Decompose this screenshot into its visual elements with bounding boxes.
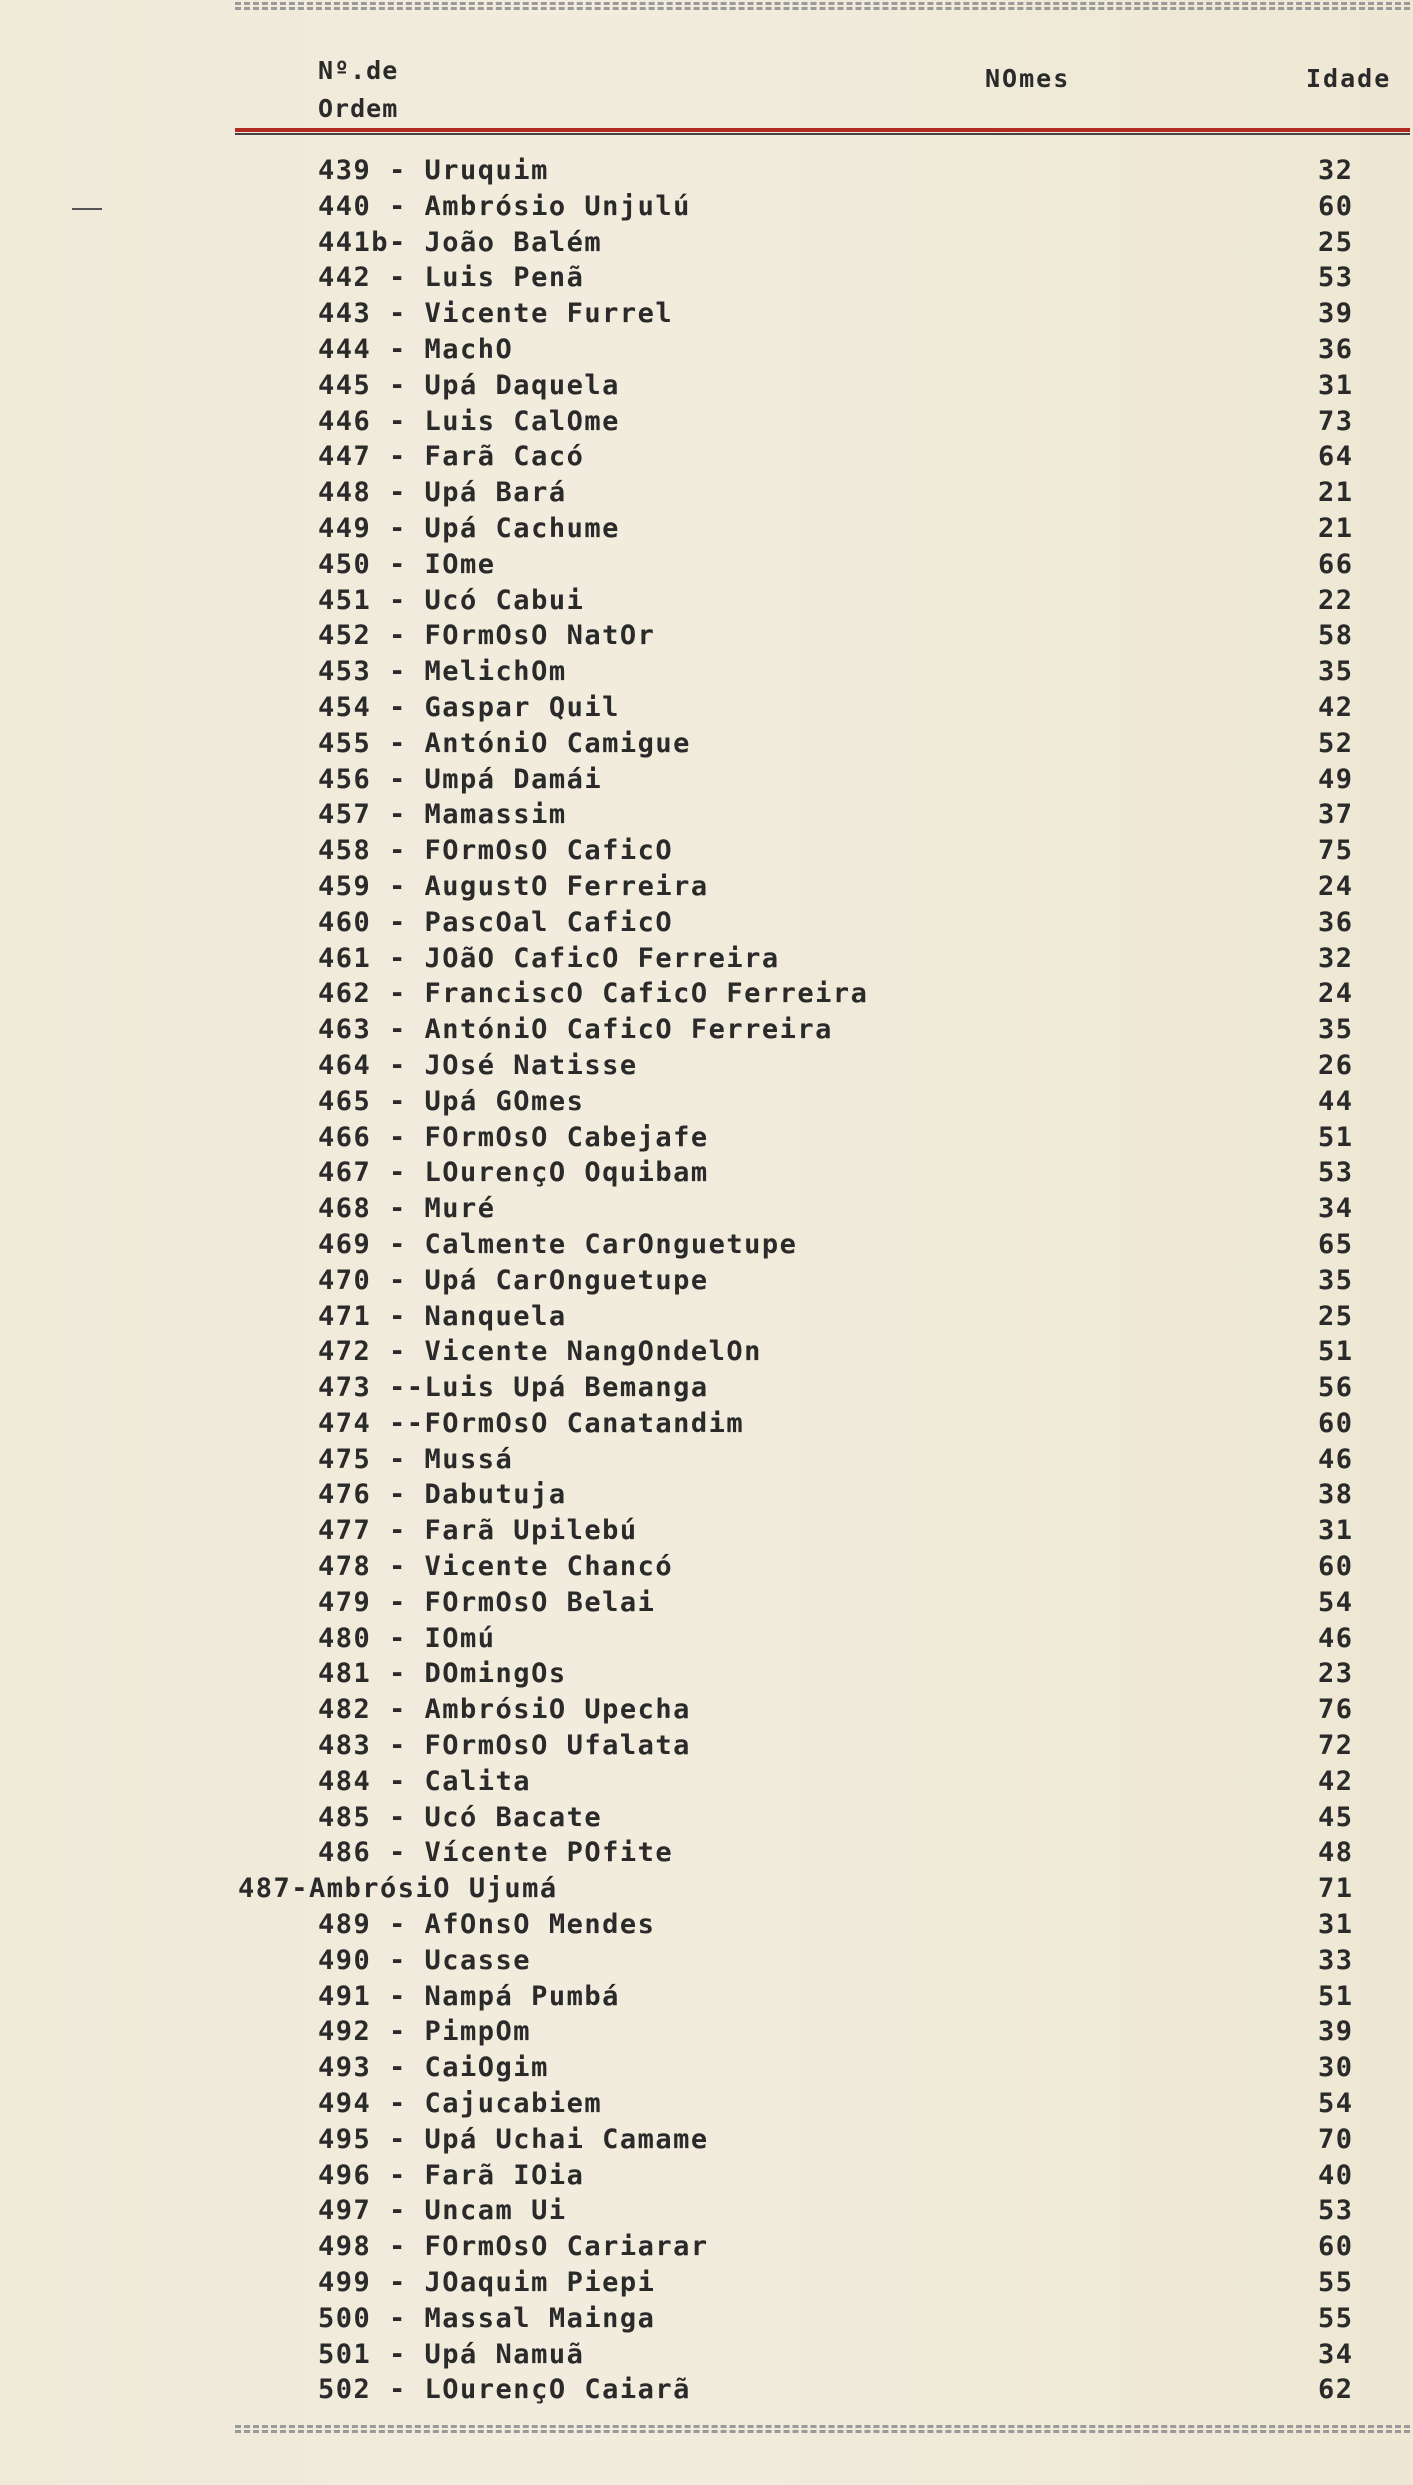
register-list [0,153,1413,2408]
list-item [0,1656,1413,1692]
header-age: Idade [1306,64,1392,93]
entry-age: 34 [1318,1193,1354,1225]
entry-age: 55 [1318,2302,1354,2334]
entry-number-and-name: 501 - Upá Namuã [318,2338,585,2370]
list-item [0,1299,1413,1335]
list-item [0,153,1413,189]
list-item [0,260,1413,296]
entry-age: 62 [1318,2374,1354,2406]
entry-number-and-name: 454 - Gaspar Quil [318,691,620,723]
list-item [0,1406,1413,1442]
list-item [0,404,1413,440]
entry-age: 70 [1318,2123,1354,2155]
entry-number-and-name: 489 - AfOnsO Mendes [318,1909,656,1941]
entry-age: 60 [1318,1407,1354,1439]
entry-number-and-name: 487-AmbrósiO Ujumá [238,1873,558,1905]
list-item [0,296,1413,332]
entry-age: 38 [1318,1479,1354,1511]
entry-number-and-name: 474 --FOrmOsO Canatandim [318,1407,745,1439]
entry-age: 32 [1318,942,1354,974]
entry-number-and-name: 481 - DOmingOs [318,1658,567,1690]
entry-age: 21 [1318,512,1354,544]
entry-age: 66 [1318,548,1354,580]
entry-number-and-name: 440 - Ambrósio Unjulú [318,190,691,222]
list-item [0,475,1413,511]
entry-number-and-name: 467 - LOurençO Oquibam [318,1157,709,1189]
entry-age: 25 [1318,226,1354,258]
entry-number-and-name: 493 - CaiOgim [318,2052,549,2084]
entry-number-and-name: 469 - Calmente CarOnguetupe [318,1228,798,1260]
entry-age: 54 [1318,1586,1354,1618]
list-item [0,1800,1413,1836]
list-item [0,1979,1413,2015]
entry-number-and-name: 490 - Ucasse [318,1944,532,1976]
list-item [0,2050,1413,2086]
entry-age: 35 [1318,1264,1354,1296]
list-item [0,225,1413,261]
header-order-number-label: Nº.de Ordem [318,56,399,123]
list-item [0,976,1413,1012]
list-item [0,1477,1413,1513]
list-item [0,1155,1413,1191]
entry-number-and-name: 476 - Dabutuja [318,1479,567,1511]
entry-age: 42 [1318,1765,1354,1797]
entry-age: 35 [1318,656,1354,688]
entry-number-and-name: 477 - Farã Upilebú [318,1515,638,1547]
entry-age: 55 [1318,2267,1354,2299]
list-item [0,1084,1413,1120]
list-item [0,1871,1413,1907]
list-item [0,869,1413,905]
entry-age: 72 [1318,1730,1354,1762]
list-item [0,1943,1413,1979]
entry-age: 52 [1318,727,1354,759]
entry-age: 60 [1318,2231,1354,2263]
entry-number-and-name: 475 - Mussá [318,1443,514,1475]
list-item [0,1191,1413,1227]
entry-age: 24 [1318,978,1354,1010]
list-item [0,2122,1413,2158]
list-item [0,1728,1413,1764]
list-item [0,1048,1413,1084]
entry-number-and-name: 461 - JOãO CaficO Ferreira [318,942,780,974]
list-item [0,511,1413,547]
entry-age: 64 [1318,441,1354,473]
entry-number-and-name: 468 - Muré [318,1193,496,1225]
entry-age: 54 [1318,2088,1354,2120]
entry-age: 39 [1318,298,1354,330]
list-item [0,2229,1413,2265]
entry-number-and-name: 439 - Uruquim [318,155,549,186]
list-item [0,2158,1413,2194]
list-item [0,833,1413,869]
entry-number-and-name: 480 - IOmú [318,1622,496,1654]
entry-age: 71 [1318,1873,1354,1905]
entry-number-and-name: 441b- João Balém [318,226,603,258]
entry-number-and-name: 496 - Farã IOia [318,2159,585,2191]
entry-age: 21 [1318,477,1354,509]
entry-number-and-name: 452 - FOrmOsO NatOr [318,620,656,652]
entry-number-and-name: 447 - Farã Cacó [318,441,585,473]
list-item [0,583,1413,619]
list-item [0,618,1413,654]
header-red-rule [235,128,1410,132]
entry-age: 53 [1318,1157,1354,1189]
entry-number-and-name: 494 - Cajucabiem [318,2088,603,2120]
list-item [0,1012,1413,1048]
list-item [0,1370,1413,1406]
entry-number-and-name: 491 - Nampá Pumbá [318,1980,620,2012]
entry-age: 36 [1318,333,1354,365]
entry-number-and-name: 472 - Vicente NangOndelOn [318,1336,762,1368]
list-item [0,2372,1413,2408]
entry-number-and-name: 483 - FOrmOsO Ufalata [318,1730,691,1762]
bottom-dashed-border [235,2425,1410,2433]
entry-age: 53 [1318,262,1354,294]
entry-number-and-name: 486 - Vícente POfite [318,1837,674,1869]
entry-number-and-name: 502 - LOurençO Caiarã [318,2374,691,2406]
entry-age: 35 [1318,1014,1354,1046]
list-item [0,368,1413,404]
list-item [0,1835,1413,1871]
list-item [0,1692,1413,1728]
entry-number-and-name: 499 - JOaquim Piepi [318,2267,656,2299]
entry-number-and-name: 451 - Ucó Cabui [318,584,585,616]
list-item [0,547,1413,583]
list-item [0,2193,1413,2229]
list-item [0,332,1413,368]
entry-number-and-name: 449 - Upá Cachume [318,512,620,544]
list-item [0,905,1413,941]
entry-number-and-name: 462 - FranciscO CaficO Ferreira [318,978,869,1010]
entry-age: 23 [1318,1658,1354,1690]
entry-age: 46 [1318,1443,1354,1475]
entry-number-and-name: 448 - Upá Bará [318,477,567,509]
entry-age: 65 [1318,1228,1354,1260]
entry-age: 56 [1318,1372,1354,1404]
entry-number-and-name: 458 - FOrmOsO CaficO [318,835,674,867]
list-item [0,690,1413,726]
list-item [0,1263,1413,1299]
entry-age: 42 [1318,691,1354,723]
entry-number-and-name: 473 --Luis Upá Bemanga [318,1372,709,1404]
entry-age: 75 [1318,835,1354,867]
entry-age: 48 [1318,1837,1354,1869]
entry-age: 34 [1318,2338,1354,2370]
entry-number-and-name: 497 - Uncam Ui [318,2195,567,2227]
list-item [0,1334,1413,1370]
entry-age: 40 [1318,2159,1354,2191]
entry-number-and-name: 450 - IOme [318,548,496,580]
entry-age: 37 [1318,799,1354,831]
entry-age: 24 [1318,870,1354,902]
list-item [0,654,1413,690]
entry-age: 22 [1318,584,1354,616]
entry-number-and-name: 444 - MachO [318,333,514,365]
entry-age: 58 [1318,620,1354,652]
list-item [0,1907,1413,1943]
entry-age: 76 [1318,1694,1354,1726]
header-order-number [318,52,398,128]
entry-number-and-name: 466 - FOrmOsO Cabejafe [318,1121,709,1153]
entry-number-and-name: 445 - Upá Daquela [318,369,620,401]
list-item [0,1764,1413,1800]
entry-age: 33 [1318,1944,1354,1976]
entry-age: 31 [1318,1909,1354,1941]
entry-number-and-name: 485 - Ucó Bacate [318,1801,603,1833]
list-item [0,941,1413,977]
entry-number-and-name: 479 - FOrmOsO Belai [318,1586,656,1618]
list-item [0,1227,1413,1263]
entry-number-and-name: 482 - AmbrósiO Upecha [318,1694,691,1726]
entry-number-and-name: 500 - Massal Mainga [318,2302,656,2334]
entry-age: 51 [1318,1336,1354,1368]
list-item [0,439,1413,475]
entry-age: 60 [1318,1551,1354,1583]
entry-age: 26 [1318,1049,1354,1081]
list-item [0,1513,1413,1549]
entry-number-and-name: 446 - Luis CalOme [318,405,620,437]
entry-age: 44 [1318,1085,1354,1117]
entry-age: 25 [1318,1300,1354,1332]
entry-number-and-name: 463 - AntóniO CaficO Ferreira [318,1014,833,1046]
entry-age: 31 [1318,369,1354,401]
entry-age: 30 [1318,2052,1354,2084]
entry-age: 60 [1318,190,1354,222]
entry-age: 36 [1318,906,1354,938]
list-item [0,2337,1413,2373]
entry-number-and-name: 465 - Upá GOmes [318,1085,585,1117]
entry-age: 46 [1318,1622,1354,1654]
list-item [0,1621,1413,1657]
entry-number-and-name: 455 - AntóniO Camigue [318,727,691,759]
list-item [0,762,1413,798]
entry-age: 31 [1318,1515,1354,1547]
list-item [0,2014,1413,2050]
entry-age: 51 [1318,1121,1354,1153]
entry-number-and-name: 498 - FOrmOsO Cariarar [318,2231,709,2263]
entry-age: 73 [1318,405,1354,437]
entry-number-and-name: 460 - PascOal CaficO [318,906,674,938]
entry-number-and-name: 495 - Upá Uchai Camame [318,2123,709,2155]
entry-number-and-name: 471 - Nanquela [318,1300,567,1332]
entry-number-and-name: 470 - Upá CarOnguetupe [318,1264,709,1296]
list-item [0,1120,1413,1156]
entry-number-and-name: 492 - PimpOm [318,2016,532,2048]
entry-number-and-name: 442 - Luis Penã [318,262,585,294]
entry-number-and-name: 457 - Mamassim [318,799,567,831]
entry-age: 45 [1318,1801,1354,1833]
entry-number-and-name: 443 - Vicente Furrel [318,298,674,330]
entry-number-and-name: 453 - MelichOm [318,656,567,688]
entry-age: 51 [1318,1980,1354,2012]
entry-number-and-name: 456 - Umpá Damái [318,763,603,795]
list-item [0,189,1413,225]
entry-number-and-name: 464 - JOsé Natisse [318,1049,638,1081]
list-item [0,1549,1413,1585]
list-item [0,797,1413,833]
entry-number-and-name: 459 - AugustO Ferreira [318,870,709,902]
entry-number-and-name: 478 - Vicente Chancó [318,1551,674,1583]
top-dashed-border [235,2,1410,10]
entry-age: 49 [1318,763,1354,795]
list-item [0,2086,1413,2122]
entry-age: 39 [1318,2016,1354,2048]
list-item [0,726,1413,762]
list-item [0,2265,1413,2301]
entry-age: 53 [1318,2195,1354,2227]
list-item [0,1442,1413,1478]
header-dark-rule [235,133,1410,135]
header-names: NOmes [985,64,1071,93]
entry-age: 32 [1318,155,1354,186]
list-item [0,2301,1413,2337]
entry-number-and-name: 484 - Calita [318,1765,532,1797]
list-item [0,1585,1413,1621]
